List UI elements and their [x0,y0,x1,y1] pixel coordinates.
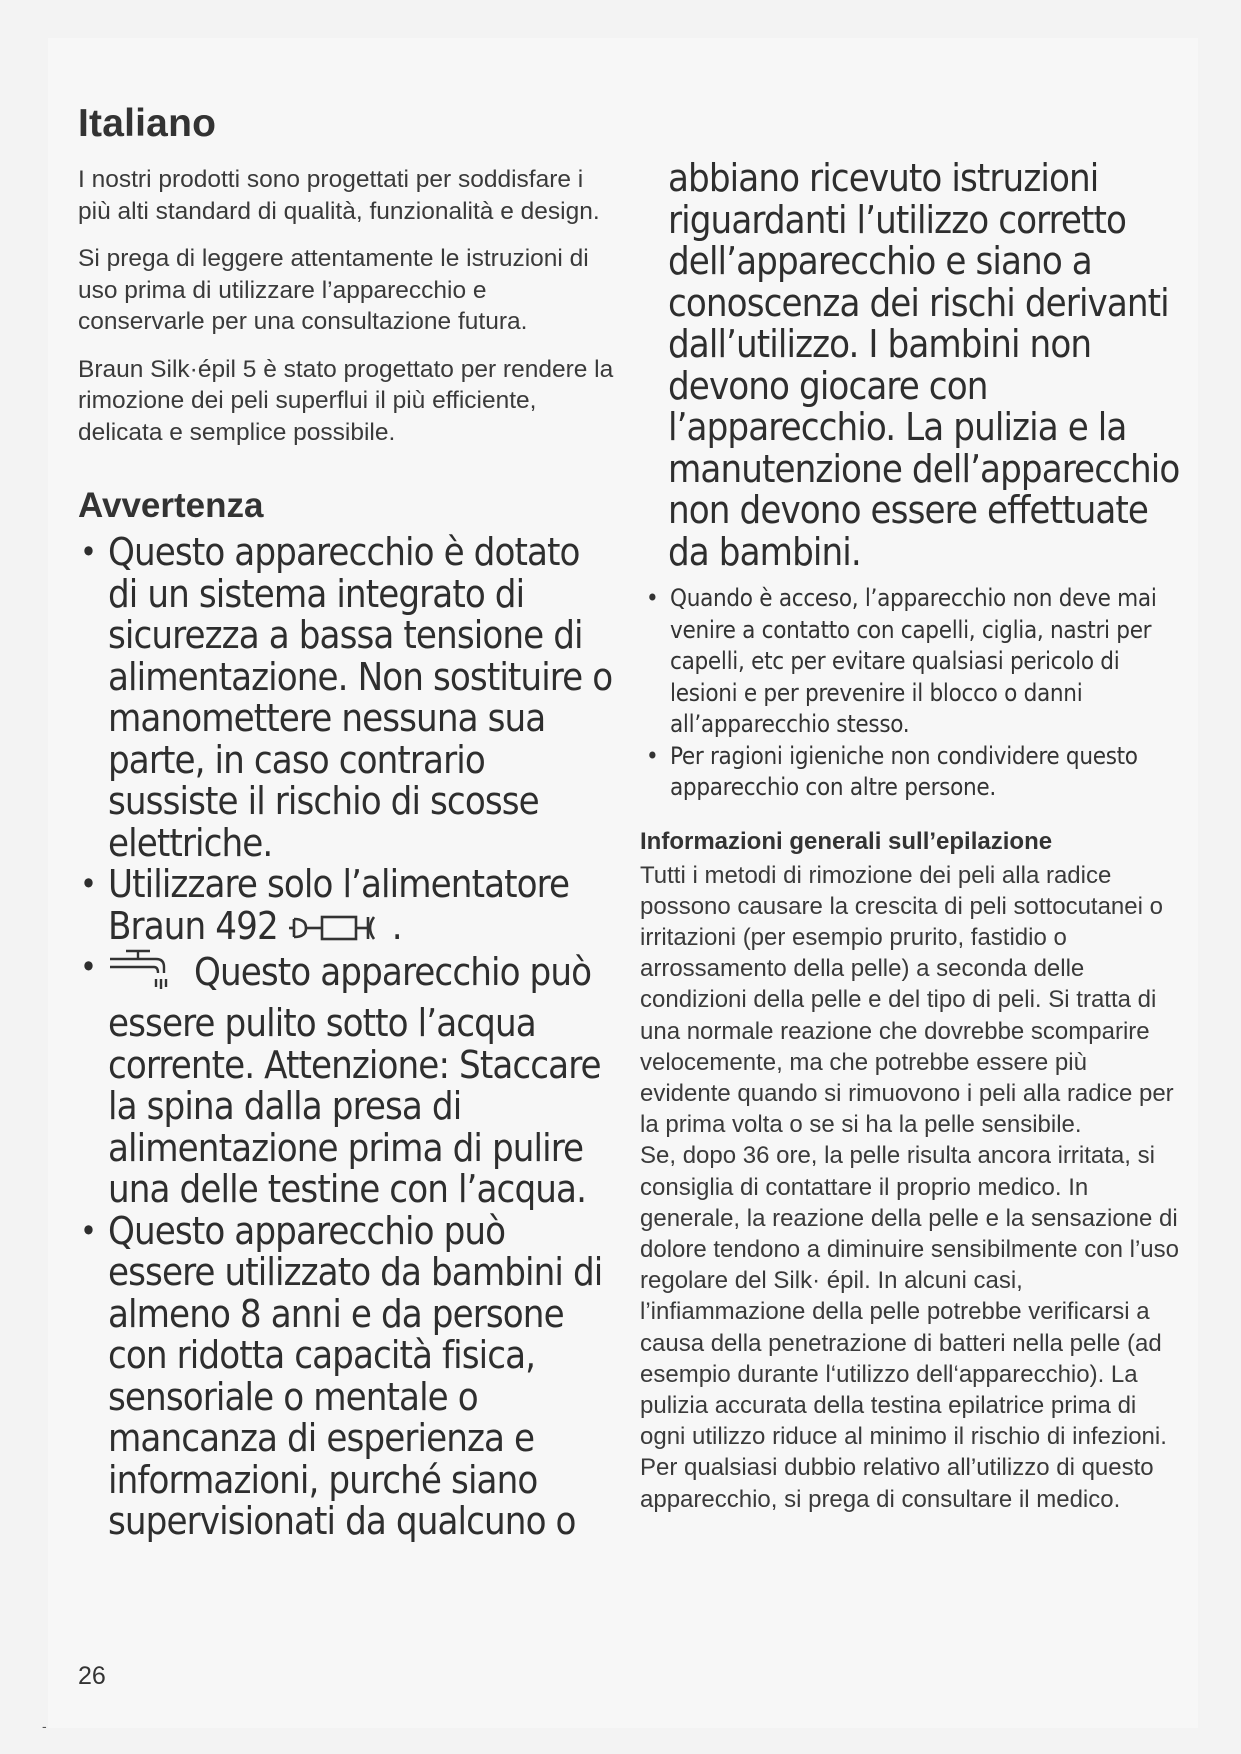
warning-item [78,864,618,947]
intro-paragraph: Si prega di leggere attentamente le istruzioni di uso prima di utilizzare l’apparecchio e conservarle per una consultazione futura. [78,245,589,335]
tap-water-icon [108,947,178,1003]
warning-item-text: Questo apparecchio può essere utilizzato da bambini di almeno 8 anni e da persone con ridotta capacità fisica, sensoriale o mentale o mancanza di esperienza e informazioni, purché siano supervisionati da qualcuno o [108,1208,603,1543]
warning-item [78,947,618,1211]
intro-paragraph: Braun Silk·épil 5 è stato progettato per rendere la rimozione dei peli superflui il più efficiente, delicata e semplice possibile. [78,355,614,446]
warning-item-text: Utilizzare solo l’alimentatore Braun 492 [108,862,570,948]
power-adapter-icon [288,911,392,945]
bullet-icon: • [646,584,659,612]
warning-title: Avvertenza [78,486,264,525]
bullet-icon: • [80,1211,97,1250]
general-info-title: Informazioni generali sull’epilazione [640,827,1053,855]
bullet-icon: • [80,533,97,571]
intro-paragraph: I nostri prodotti sono progettati per soddisfare i più alti standard di qualità, funzionalità e design. [78,166,600,225]
warning-item-suffix: . [391,903,402,948]
intro-section [78,164,618,448]
left-column [78,90,618,1543]
page-number: 26 [78,1662,106,1690]
bullet-icon: • [80,865,97,903]
warning-small-item-text: Per ragioni igieniche non condividere questo apparecchio con altre persone. [670,741,1138,801]
warning-item-text: Questo apparecchio può essere pulito sotto l’acqua corrente. Attenzione: Staccare la spina dalla presa di alimentazione prima di pulire una delle testine con l’acqua. [108,950,601,1211]
general-info-paragraph: Se, dopo 36 ore, la pelle risulta ancora irritata, si consiglia di contattare il proprio medico. In generale, la reazione della pelle e la sensazione di dolore tendono a diminuire sensibilmente con l’uso regolare del Silk· épil. In alcuni casi, l’infiammazione della pelle potrebbe verificarsi a causa della penetrazione di batteri nella pelle (ad esempio durante l‘utilizzo dell‘apparecchio). La pulizia accurata della testina epilatrice prima di ogni utilizzo riduce al minimo il rischio di infezioni. Per qualsiasi dubbio relativo all’utilizzo di questo apparecchio, si prega di consultare il medico. [640,1142,1179,1513]
warning-item [78,532,618,864]
warning-small-item [640,583,1180,741]
general-info-paragraph: Tutti i metodi di rimozione dei peli alla radice possono causare la crescita di peli sottocutanei o irritazioni (per esempio prurito, fastidio o arrossamento della pelle) a seconda delle condizioni della pelle e del tipo di peli. Si tratta di una normale reazione che dovrebbe scomparire velocemente, ma che potrebbe essere più evidente quando si rimuovono i peli alla radice per la prima volta o se si ha la pelle sensibile. [640,861,1174,1139]
bullet-icon: • [80,948,97,986]
warning-continuation: abbiano ricevuto istruzioni riguardanti l’utilizzo corretto dell’apparecchio e siano a conoscenza dei rischi derivanti dall’utilizzo. I bambini non devono giocare con l’apparecchio. La pulizia e la manutenzione dell’apparecchio non devono essere effettuate da bambini. [668,156,1180,574]
warning-small-list [640,583,1180,804]
warning-item [78,1208,618,1543]
language-title: Italiano [78,102,217,145]
warning-small-item-text: Quando è acceso, l’apparecchio non deve mai venire a contatto con capelli, ciglia, nastri per capelli, etc per evitare qualsiasi pericolo di lesioni e per prevenire il blocco o danni all’apparecchio stesso. [670,584,1157,738]
warning-small-item [640,741,1180,804]
warning-item-text: Questo apparecchio è dotato di un sistema integrato di sicurezza a bassa tensione di alimentazione. Non sostituire o manomettere nessuna sua parte, in caso contrario sussiste il rischio di scosse elettriche. [108,530,613,865]
warning-list [78,532,618,1543]
margin-mark: - [42,1718,47,1734]
general-info-body [640,860,1180,1515]
bullet-icon: • [646,741,659,770]
right-column [640,158,1180,1515]
